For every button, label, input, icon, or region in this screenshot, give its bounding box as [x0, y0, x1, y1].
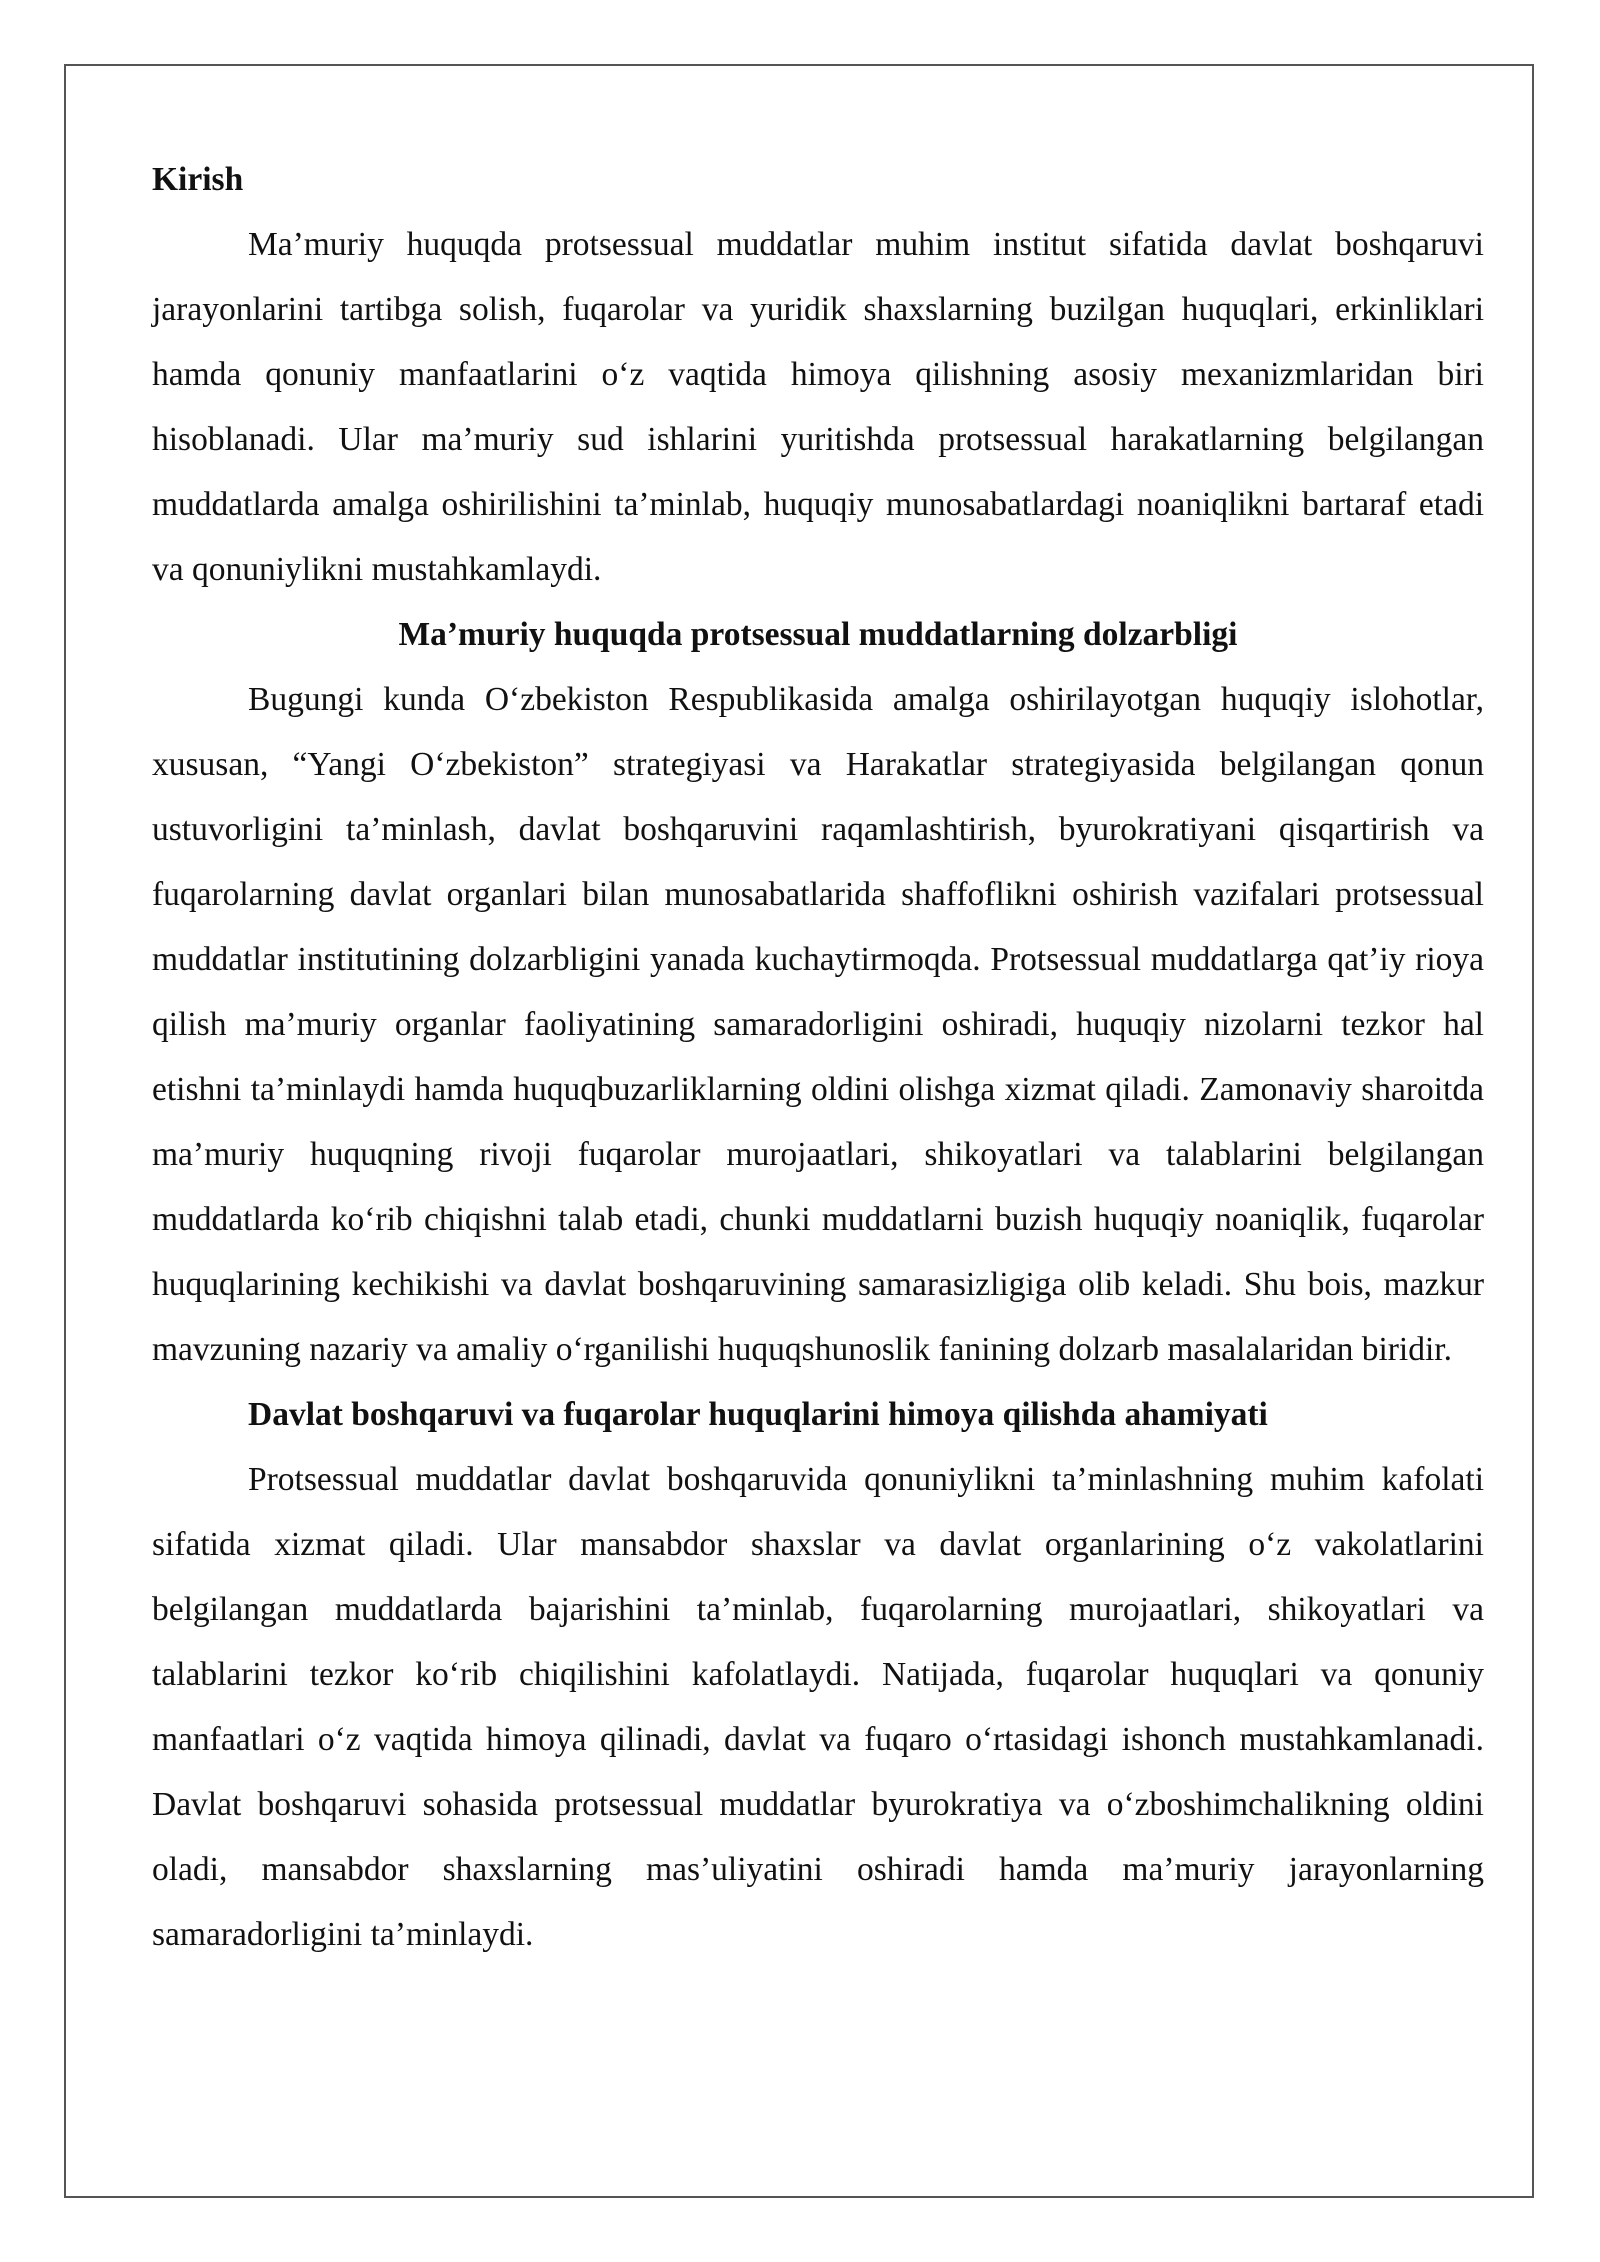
document-body — [152, 147, 1484, 1967]
section-heading-ahamiyati: Davlat boshqaruvi va fuqarolar huquqlarini himoya qilishda ahamiyati — [248, 1396, 1268, 1433]
paragraph-dolzarbligi: Bugungi kunda O‘zbekiston Respublikasida amalga oshirilayotgan huquqiy islohotlar, xususan, “Yangi O‘zbekiston” strategiyasi va Harakatlar strategiyasida belgilangan qonun ustuvorligini ta’minlash, davlat boshqaruvini raqamlashtirish, byurokratiyani qisqartirish va fuqarolarning davlat organlari bilan munosabatlarida shaffoflikni oshirish vazifalari protsessual muddatlar institutining dolzarbligini yanada kuchaytirmoqda. Protsessual muddatlarga qat’iy rioya qilish ma’muriy organlar faoliyatining samaradorligini oshiradi, huquqiy nizolarni tezkor hal etishni ta’minlaydi hamda huquqbuzarliklarning oldini olishga xizmat qiladi. Zamonaviy sharoitda ma’muriy huquqning rivoji fuqarolar murojaatlari, shikoyatlari va talablarini belgilangan muddatlarda ko‘rib chiqishni talab etadi, chunki muddatlarni buzish huquqiy noaniqlik, fuqarolar huquqlarining kechikishi va davlat boshqaruvining samarasizligiga olib keladi. Shu bois, mazkur mavzuning nazariy va amaliy o‘rganilishi huquqshunoslik fanining dolzarb masalalaridan biridir. — [152, 681, 1484, 1368]
section-heading-kirish: Kirish — [152, 161, 244, 198]
paragraph-ahamiyati: Protsessual muddatlar davlat boshqaruvida qonuniylikni ta’minlashning muhim kafolati sifatida xizmat qiladi. Ular mansabdor shaxslar va davlat organlarining o‘z vakolatlarini belgilangan muddatlarda bajarishini ta’minlab, fuqarolarning murojaatlari, shikoyatlari va talablarini tezkor ko‘rib chiqilishini kafolatlaydi. Natijada, fuqarolar huquqlari va qonuniy manfaatlari o‘z vaqtida himoya qilinadi, davlat va fuqaro o‘rtasidagi ishonch mustahkamlanadi. Davlat boshqaruvi sohasida protsessual muddatlar byurokratiya va o‘zboshimchalikning oldini oladi, mansabdor shaxslarning mas’uliyatini oshiradi hamda ma’muriy jarayonlarning samaradorligini ta’minlaydi. — [152, 1461, 1484, 1953]
section-heading-dolzarbligi: Ma’muriy huquqda protsessual muddatlarning dolzarbligi — [398, 616, 1238, 653]
paragraph-kirish: Ma’muriy huquqda protsessual muddatlar muhim institut sifatida davlat boshqaruvi jarayonlarini tartibga solish, fuqarolar va yuridik shaxslarning buzilgan huquqlari, erkinliklari hamda qonuniy manfaatlarini o‘z vaqtida himoya qilishning asosiy mexanizmlaridan biri hisoblanadi. Ular ma’muriy sud ishlarini yuritishda protsessual harakatlarning belgilangan muddatlarda amalga oshirilishini ta’minlab, huquqiy munosabatlardagi noaniqlikni bartaraf etadi va qonuniylikni mustahkamlaydi. — [152, 226, 1484, 588]
